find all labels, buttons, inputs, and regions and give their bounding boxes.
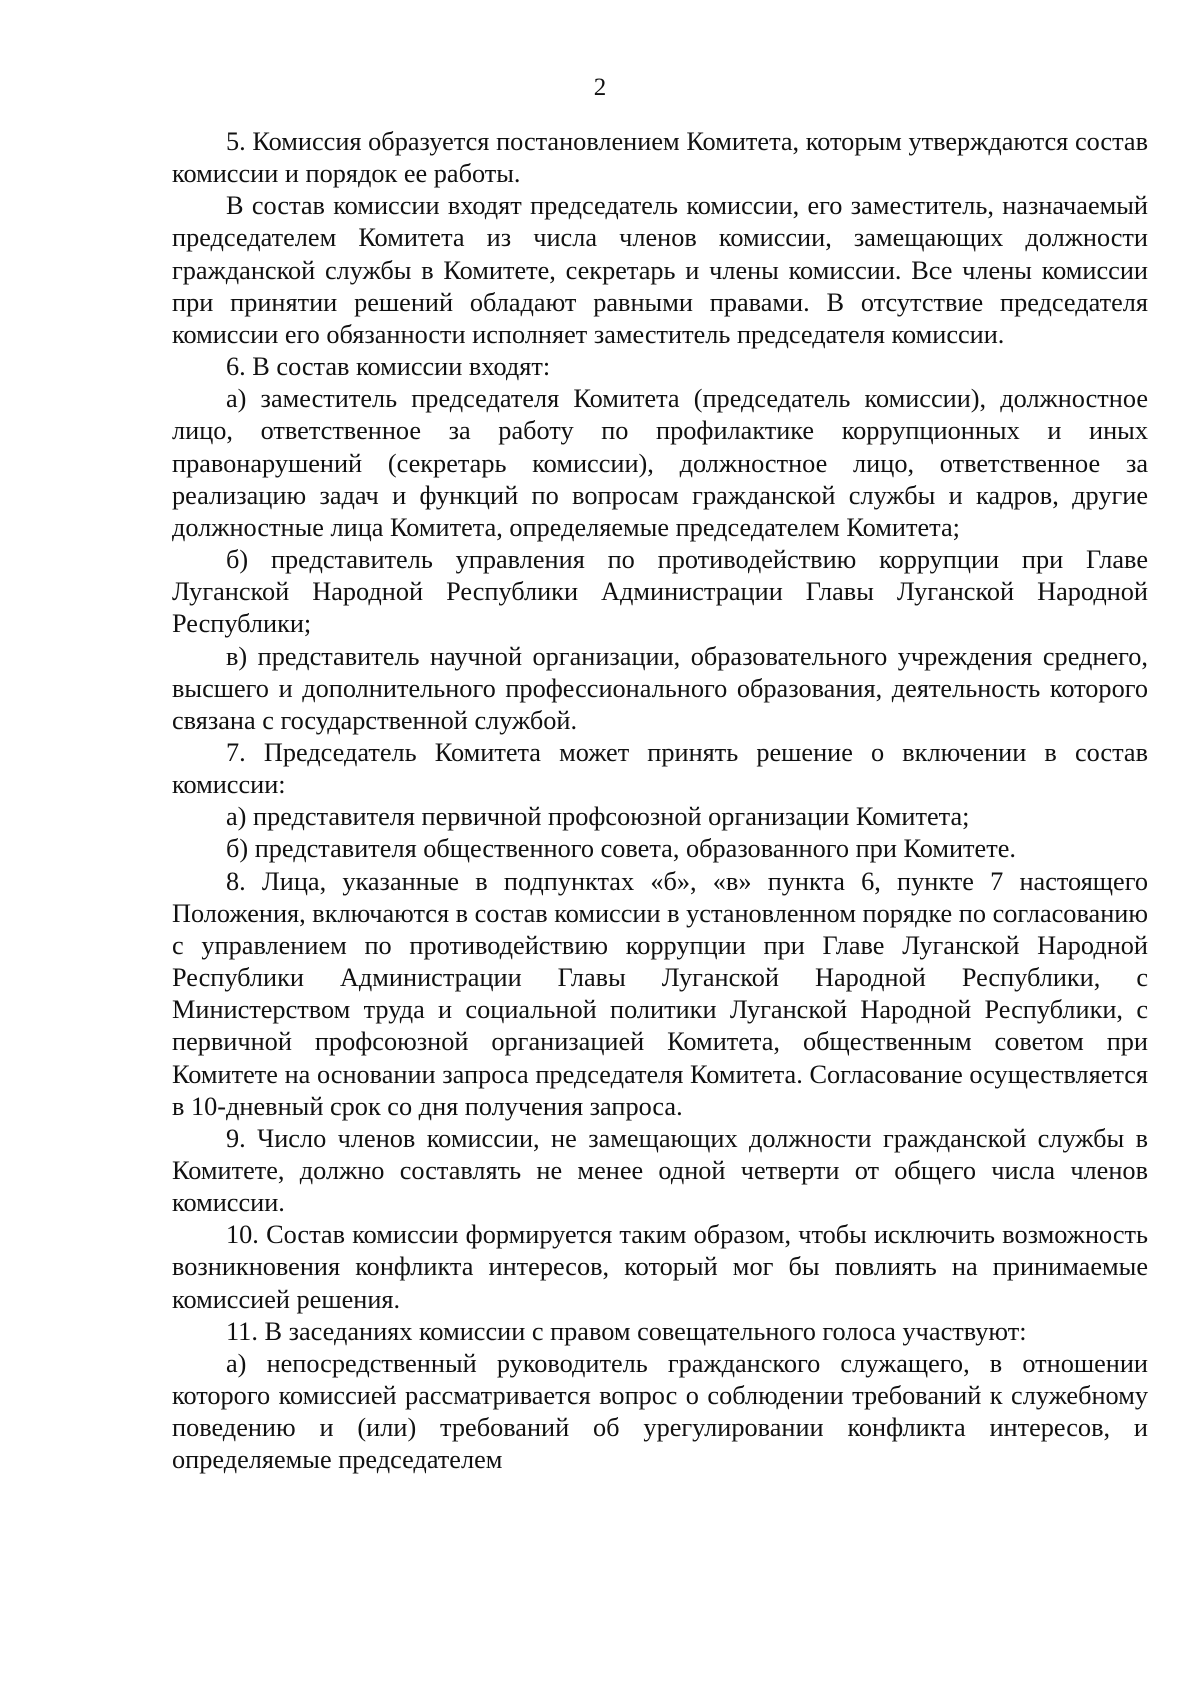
paragraph-5-composition: В состав комиссии входят председатель комиссии, его заместитель, назначаемый председателем Комитета из числа членов комиссии, замещающих должности гражданской службы в Комитете, секретарь и члены комиссии. Все члены комиссии при принятии решений обладают равными правами. В отсутствие председателя комиссии его обязанности исполняет заместитель председателя комиссии. xyxy=(172,191,1148,349)
paragraph-11: 11. В заседаниях комиссии с правом совещательного голоса участвуют: xyxy=(226,1316,1027,1346)
page-number: 2 xyxy=(593,74,607,101)
paragraph-11-a: а) непосредственный руководитель гражданского служащего, в отношении которого комиссией рассматривается вопрос о соблюдении требований к служебному поведению и (или) требований об урегулировании конфликта интересов, и определяемые председателем xyxy=(172,1348,1148,1475)
paragraph-6-a: а) заместитель председателя Комитета (председатель комиссии), должностное лицо, ответственное за работу по профилактике коррупционных и иных правонарушений (секретарь комиссии), должностное лицо, ответственное за реализацию задач и функций по вопросам гражданской службы и кадров, другие должностные лица Комитета, определяемые председателем Комитета; xyxy=(172,384,1148,542)
paragraph-5: 5. Комиссия образуется постановлением Комитета, которым утверждаются состав комиссии и порядок ее работы. xyxy=(172,127,1148,189)
paragraph-7: 7. Председатель Комитета может принять решение о включении в состав комиссии: xyxy=(172,737,1148,800)
paragraph-8: 8. Лица, указанные в подпунктах «б», «в» пункта 6, пункте 7 настоящего Положения, включаются в состав комиссии в установленном порядке по согласованию с управлением по противодействию коррупции при Главе Луганской Народной Республики Администрации Главы Луганской Народной Республики, с Министерством труда и социальной политики Луганской Народной Республики, с первичной профсоюзной организацией Комитета, общественным советом при Комитете на основании запроса председателя Комитета. Согласование осуществляется в 10-дневный срок со дня получения запроса. xyxy=(172,866,1148,1121)
paragraph-6-v: в) представитель научной организации, образовательного учреждения среднего, высшего и дополнительного профессионального образования, деятельность которого связана с государственной службой. xyxy=(172,641,1148,735)
paragraph-6: 6. В состав комиссии входят: xyxy=(226,352,551,382)
paragraph-7-a: а) представителя первичной профсоюзной организации Комитета; xyxy=(226,802,970,832)
paragraph-9: 9. Число членов комиссии, не замещающих должности гражданской службы в Комитете, должно составлять не менее одной четверти от общего числа членов комиссии. xyxy=(172,1123,1148,1218)
paragraph-10: 10. Состав комиссии формируется таким образом, чтобы исключить возможность возникновения конфликта интересов, который мог бы повлиять на принимаемые комиссией решения. xyxy=(172,1220,1148,1314)
paragraph-7-b: б) представителя общественного совета, образованного при Комитете. xyxy=(226,834,1016,864)
document-body xyxy=(172,126,1148,1477)
paragraph-6-b: б) представитель управления по противодействию коррупции при Главе Луганской Народной Республики Администрации Главы Луганской Народной Республики; xyxy=(172,545,1148,639)
